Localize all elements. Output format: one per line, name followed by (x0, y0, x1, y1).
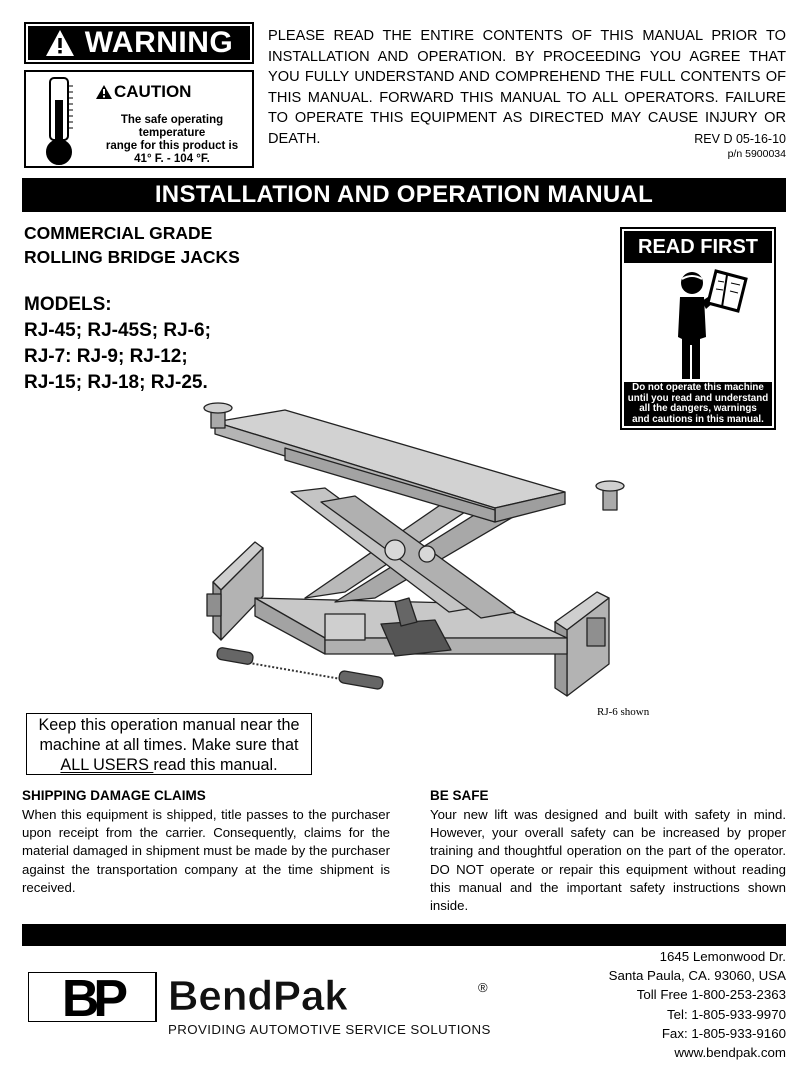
caution-title: CAUTION (96, 82, 191, 102)
logo-name: BendPak (168, 972, 348, 1019)
keep-manual-notice: Keep this operation manual near the machine at all times. Make sure that ALL USERS read this manual. (26, 713, 312, 775)
warning-label: WARNING (84, 26, 234, 59)
product-name: COMMERCIAL GRADE ROLLING BRIDGE JACKS (24, 223, 240, 267)
shipping-claims-text: When this equipment is shipped, title passes to the purchaser upon receipt from the carrier. Consequently, claims for the material damaged in shipment must be made by the purchaser against the transportation company at the time shipment is received. (22, 807, 390, 895)
bendpak-logo (28, 972, 488, 1027)
read-first-message: Do not operate this machine until you read and understand all the dangers, warnings and cautions in this manual. (624, 382, 772, 426)
intro-notice: PLEASE READ THE ENTIRE CONTENTS OF THIS MANUAL PRIOR TO INSTALLATION AND OPERATION. BY PROCEEDING YOU AGREE THAT YOU FULLY UNDERSTAND AND COMPREHEND THE FULL CONTENTS OF THIS MANUAL. FORWARD THIS MANUAL TO ALL OPERATORS. FAILURE TO OPERATE THIS EQUIPMENT AS DIRECTED MAY CAUSE INJURY OR DEATH. (268, 28, 786, 147)
illustration-caption: RJ-6 shown (597, 706, 650, 718)
models-list: MODELS: RJ-45; RJ-45S; RJ-6; RJ-7: RJ-9; RJ-12; RJ-15; RJ-18; RJ-25. (24, 294, 211, 393)
shipping-claims-heading: SHIPPING DAMAGE CLAIMS (22, 788, 206, 803)
revision-label: REV D 05-16-10 (694, 132, 786, 146)
thermometer-icon (30, 72, 90, 168)
company-tagline: PROVIDING AUTOMOTIVE SERVICE SOLUTIONS (168, 1022, 491, 1037)
website-link[interactable]: www.bendpak.com (674, 1045, 786, 1061)
bendpak-logo-mark (28, 972, 488, 1022)
be-safe-text: Your new lift was designed and built with safety in mind. However, your overall safety can be increased by proper training and thoughtful operation on the part of the operator. DO NOT operate or repair this equipment without reading this manual and the important safety instructions shown inside. (430, 807, 786, 914)
read-first-heading: READ FIRST (624, 231, 772, 263)
fax: Fax: 1-805-933-9160 (661, 1025, 786, 1041)
warning-triangle-icon (45, 29, 75, 57)
caution-triangle-icon (96, 85, 112, 99)
address-city: Santa Paula, CA. 93060, USA (608, 968, 786, 984)
telephone: Tel: 1-805-933-9970 (666, 1006, 786, 1022)
footer-divider-bar (22, 924, 786, 946)
part-number: p/n 5900034 (727, 148, 786, 160)
registered-mark: ® (478, 980, 488, 995)
be-safe-heading: BE SAFE (430, 788, 489, 803)
person-reading-manual-icon (646, 267, 754, 381)
address-street: 1645 Lemonwood Dr. (659, 949, 786, 964)
logo-initials: BP (61, 972, 123, 1022)
company-address (609, 947, 786, 1062)
caution-text: The safe operating temperature range for this product is 41° F. - 104 °F. (105, 114, 239, 165)
all-users-emphasis: ALL USERS (60, 756, 154, 774)
warning-sign (24, 22, 254, 64)
rolling-bridge-jack-illustration (195, 392, 665, 702)
caution-box (24, 70, 254, 168)
page-title: INSTALLATION AND OPERATION MANUAL (22, 178, 786, 212)
toll-free-phone: Toll Free 1-800-253-2363 (636, 987, 786, 1003)
